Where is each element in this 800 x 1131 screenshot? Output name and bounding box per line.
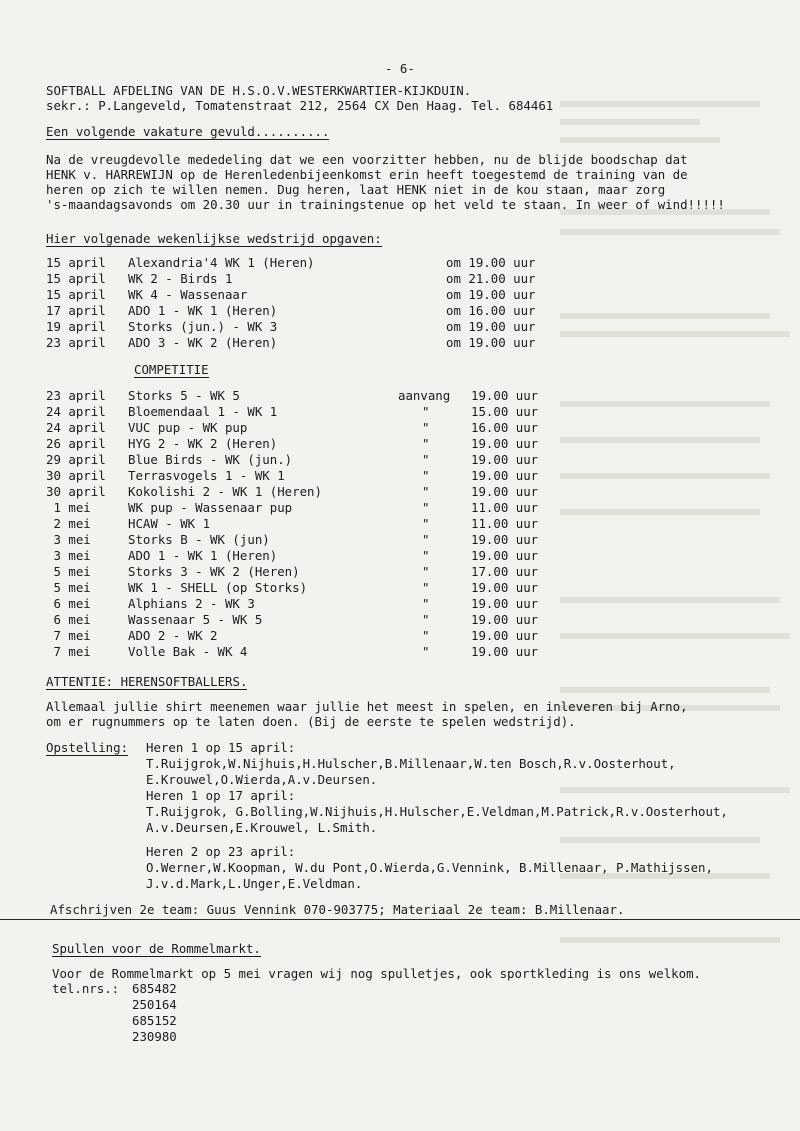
match-time: 19.00 uur: [471, 436, 539, 451]
phone-number: 230980: [132, 1029, 177, 1044]
phone-number: 685152: [132, 1013, 177, 1028]
match-time: 19.00 uur: [471, 580, 539, 595]
lineup-label: Opstelling:: [46, 740, 129, 755]
match-time: 15.00 uur: [471, 404, 539, 419]
phone-number: 250164: [132, 997, 177, 1012]
match-time: 19.00 uur: [471, 596, 539, 611]
match-prefix: ": [422, 484, 430, 499]
match-date: 3 mei: [46, 548, 91, 563]
attention-line: om er rugnummers op te laten doen. (Bij de eerste te spelen wedstrijd).: [46, 714, 576, 729]
lineup-group-title: Heren 1 op 15 april:: [146, 740, 296, 755]
lineup-group-title: Heren 1 op 17 april:: [146, 788, 296, 803]
competition-row: [46, 517, 606, 532]
match-teams: Alexandria'4 WK 1 (Heren): [128, 255, 315, 270]
match-prefix: ": [422, 532, 430, 547]
match-prefix: ": [422, 436, 430, 451]
match-prefix: ": [422, 580, 430, 595]
match-time: om 21.00 uur: [446, 271, 536, 286]
page-number: - 6-: [385, 61, 415, 76]
cancel-line: Afschrijven 2e team: Guus Vennink 070-903775; Materiaal 2e team: B.Millenaar.: [50, 902, 625, 917]
match-date: 5 mei: [46, 580, 91, 595]
lineup-players: E.Krouwel,O.Wierda,A.v.Deursen.: [146, 772, 378, 787]
match-date: 15 april: [46, 255, 106, 270]
lineup-players: J.v.d.Mark,L.Unger,E.Veldman.: [146, 876, 363, 891]
match-date: 2 mei: [46, 516, 91, 531]
attention-line: Allemaal jullie shirt meenemen waar jullie het meest in spelen, en inleveren bij Arno,: [46, 699, 688, 714]
weekly-heading: Hier volgenade wekenlijkse wedstrijd opgaven:: [46, 231, 382, 246]
match-teams: Storks 5 - WK 5: [128, 388, 240, 403]
vacancy-heading: Een volgende vakature gevuld..........: [46, 124, 330, 139]
match-time: 19.00 uur: [471, 388, 539, 403]
competition-row: [46, 405, 606, 420]
header-secretary: sekr.: P.Langeveld, Tomatenstraat 212, 2564 CX Den Haag. Tel. 684461: [46, 98, 554, 113]
competition-row: [46, 629, 606, 644]
match-teams: WK 4 - Wassenaar: [128, 287, 248, 302]
lineup-players: T.Ruijgrok,W.Nijhuis,H.Hulscher,B.Millenaar,W.ten Bosch,R.v.Oosterhout,: [146, 756, 676, 771]
competition-row: [46, 453, 606, 468]
match-teams: Storks 3 - WK 2 (Heren): [128, 564, 300, 579]
section-divider: [0, 919, 800, 920]
competition-row: [46, 421, 606, 436]
match-date: 29 april: [46, 452, 106, 467]
match-teams: ADO 2 - WK 2: [128, 628, 218, 643]
phone-label: tel.nrs.:: [52, 981, 120, 996]
match-date: 19 april: [46, 319, 106, 334]
vacancy-line: Na de vreugdevolle mededeling dat we een voorzitter hebben, nu de blijde boodschap dat: [46, 152, 688, 167]
competition-heading: COMPETITIE: [134, 362, 209, 377]
match-date: 30 april: [46, 484, 106, 499]
match-time: 19.00 uur: [471, 548, 539, 563]
header-title: SOFTBALL AFDELING VAN DE H.S.O.V.WESTERKWARTIER-KIJKDUIN.: [46, 83, 472, 98]
weekly-row: [46, 336, 606, 351]
match-time: 19.00 uur: [471, 452, 539, 467]
vacancy-line: HENK v. HARREWIJN op de Herenledenbijeenkomst erin heeft toegestemd de training van de: [46, 167, 688, 182]
match-prefix: ": [422, 468, 430, 483]
competition-row: [46, 485, 606, 500]
match-teams: ADO 1 - WK 1 (Heren): [128, 548, 278, 563]
match-teams: Bloemendaal 1 - WK 1: [128, 404, 278, 419]
phone-number: 685482: [132, 981, 177, 996]
match-prefix: ": [422, 628, 430, 643]
match-teams: WK 2 - Birds 1: [128, 271, 233, 286]
match-time: 19.00 uur: [471, 532, 539, 547]
match-time: om 19.00 uur: [446, 255, 536, 270]
match-prefix: ": [422, 612, 430, 627]
match-date: 7 mei: [46, 644, 91, 659]
weekly-row: [46, 288, 606, 303]
competition-row: [46, 501, 606, 516]
weekly-row: [46, 272, 606, 287]
match-time: 19.00 uur: [471, 628, 539, 643]
match-teams: Kokolishi 2 - WK 1 (Heren): [128, 484, 322, 499]
match-date: 30 april: [46, 468, 106, 483]
competition-row: [46, 549, 606, 564]
match-time: 17.00 uur: [471, 564, 539, 579]
match-date: 24 april: [46, 420, 106, 435]
competition-row: [46, 437, 606, 452]
match-time: om 16.00 uur: [446, 303, 536, 318]
match-teams: Storks (jun.) - WK 3: [128, 319, 278, 334]
match-prefix: aanvang: [398, 388, 451, 403]
match-date: 26 april: [46, 436, 106, 451]
competition-row: [46, 469, 606, 484]
match-date: 6 mei: [46, 596, 91, 611]
match-time: 19.00 uur: [471, 484, 539, 499]
competition-row: [46, 533, 606, 548]
competition-row: [46, 581, 606, 596]
match-time: 11.00 uur: [471, 500, 539, 515]
competition-row: [46, 613, 606, 628]
match-teams: Wassenaar 5 - WK 5: [128, 612, 263, 627]
match-teams: Blue Birds - WK (jun.): [128, 452, 293, 467]
match-date: 23 april: [46, 335, 106, 350]
competition-row: [46, 645, 606, 660]
lineup-players: T.Ruijgrok, G.Bolling,W.Nijhuis,H.Hulscher,E.Veldman,M.Patrick,R.v.Oosterhout,: [146, 804, 728, 819]
match-teams: HYG 2 - WK 2 (Heren): [128, 436, 278, 451]
match-time: 19.00 uur: [471, 644, 539, 659]
vacancy-line: 's-maandagsavonds om 20.30 uur in trainingstenue op het veld te staan. In weer of wind!!!!!: [46, 197, 725, 212]
match-teams: Alphians 2 - WK 3: [128, 596, 255, 611]
weekly-row: [46, 304, 606, 319]
match-date: 7 mei: [46, 628, 91, 643]
match-teams: ADO 3 - WK 2 (Heren): [128, 335, 278, 350]
weekly-row: [46, 256, 606, 271]
lineup-players: A.v.Deursen,E.Krouwel, L.Smith.: [146, 820, 378, 835]
match-prefix: ": [422, 404, 430, 419]
match-date: 23 april: [46, 388, 106, 403]
match-date: 17 april: [46, 303, 106, 318]
match-teams: Terrasvogels 1 - WK 1: [128, 468, 285, 483]
match-prefix: ": [422, 596, 430, 611]
match-date: 6 mei: [46, 612, 91, 627]
match-prefix: ": [422, 516, 430, 531]
match-time: 19.00 uur: [471, 612, 539, 627]
rommelmarkt-heading: Spullen voor de Rommelmarkt.: [52, 941, 261, 956]
match-prefix: ": [422, 564, 430, 579]
match-teams: Storks B - WK (jun): [128, 532, 270, 547]
match-teams: Volle Bak - WK 4: [128, 644, 248, 659]
match-prefix: ": [422, 548, 430, 563]
match-teams: WK 1 - SHELL (op Storks): [128, 580, 308, 595]
match-date: 24 april: [46, 404, 106, 419]
match-prefix: ": [422, 500, 430, 515]
match-time: om 19.00 uur: [446, 319, 536, 334]
lineup-players: O.Werner,W.Koopman, W.du Pont,O.Wierda,G.Vennink, B.Millenaar, P.Mathijssen,: [146, 860, 713, 875]
match-teams: HCAW - WK 1: [128, 516, 211, 531]
match-date: 3 mei: [46, 532, 91, 547]
match-prefix: ": [422, 644, 430, 659]
match-date: 1 mei: [46, 500, 91, 515]
vacancy-line: heren op zich te willen nemen. Dug heren, laat HENK niet in de kou staan, maar zorg: [46, 182, 666, 197]
match-time: om 19.00 uur: [446, 287, 536, 302]
weekly-row: [46, 320, 606, 335]
competition-row: [46, 389, 606, 404]
competition-row: [46, 565, 606, 580]
match-date: 15 april: [46, 271, 106, 286]
match-prefix: ": [422, 452, 430, 467]
match-time: 16.00 uur: [471, 420, 539, 435]
match-prefix: ": [422, 420, 430, 435]
match-time: 11.00 uur: [471, 516, 539, 531]
match-date: 15 april: [46, 287, 106, 302]
match-time: 19.00 uur: [471, 468, 539, 483]
rommelmarkt-line: Voor de Rommelmarkt op 5 mei vragen wij nog spulletjes, ook sportkleding is ons welkom.: [52, 966, 702, 981]
match-teams: WK pup - Wassenaar pup: [128, 500, 293, 515]
match-teams: ADO 1 - WK 1 (Heren): [128, 303, 278, 318]
competition-row: [46, 597, 606, 612]
lineup-group-title: Heren 2 op 23 april:: [146, 844, 296, 859]
match-date: 5 mei: [46, 564, 91, 579]
attention-heading: ATTENTIE: HERENSOFTBALLERS.: [46, 674, 248, 689]
match-teams: VUC pup - WK pup: [128, 420, 248, 435]
match-time: om 19.00 uur: [446, 335, 536, 350]
